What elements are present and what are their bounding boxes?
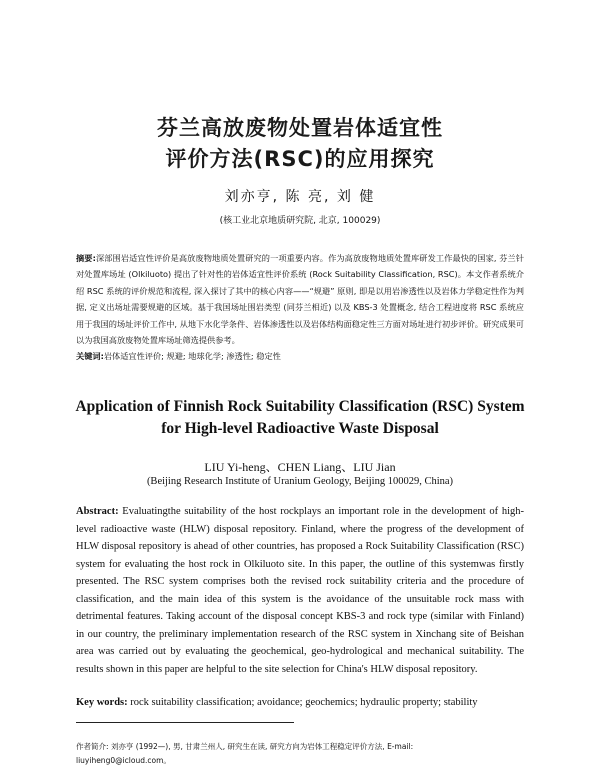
footnote-line-1: 作者简介: 刘亦亨 (1992—), 男, 甘肃兰州人, 研究生在读, 研究方向为岩体工程稳定评价方法, E-mail: [76,742,414,751]
chinese-abstract-text: 深部围岩适宜性评价是高放废物地质处置研究的一项重要内容。作为高放废物地质处置库研发工作最快的国家, 芬兰针对处置库场址 (Olkiluoto) 提出了针对性的岩体适宜性评价系统 (Rock Suitability Classification, RSC)。本文作者系统介绍 RSC 系统的评价规范和流程, 深入探讨了其中的核心内容——“规避” 原则, 即是以用岩渗透性以及岩体力学稳定性作为判据, 定义出场址需要规避的区域。基于我国场址围岩类型 (同芬兰相近) 以及 KBS-3 处置概念, 结合工程进度将 RSC 系统应用于我国的场址评价工作中, 从地下水化学条件、岩体渗透性以及岩体结构面稳定性三方面对场址进行初步评价。研究成果可以为我国高放废物处置库场址筛选提供参考。 [76,253,524,346]
english-abstract-text: Evaluatingthe suitability of the host rockplays an important role in the development of high-level radioactive waste (HLW) disposal repository. Finland, where the progress of the development of HLW disposal repository is ahead of other countries, has proposed a Rock Suitability Classification (RSC) system for evaluating the host rock in Olkiluoto site. In this paper, the outline of this systemwas firstly presented. The RSC system comprises both the revised rock suitability criteria and the procedure of classification, and the main idea of this system is the avoidance of the unsuitable rock mass with detrimental features. Taking account of the disposal concept KBS-3 and rock type (similar with Finland) in our country, the preliminary implementation research of the RSC system in Xinchang site of Beishan area was carried out by evaluating the geochemical, geo-hydrological and mechanical suitability. The results shown in this paper are helpful to the site selection for China's HLW disposal repository. [76,506,524,675]
chinese-keywords-text: 岩体适宜性评价; 规避; 地球化学; 渗透性; 稳定性 [103,351,281,362]
chinese-affiliation: (核工业北京地质研究院, 北京, 100029) [219,216,381,226]
english-affiliation: (Beijing Research Institute of Uranium Geology, Beijing 100029, China) [146,476,454,487]
chinese-title-line-2: 评价方法(RSC)的应用探究 [165,147,435,171]
chinese-keywords-label: 关键词: [76,351,104,362]
english-keywords [76,697,524,708]
chinese-abstract-label: 摘要: [76,253,96,263]
english-keywords-text: rock suitability classification; avoidance; geochemics; hydraulic property; stability [127,697,478,708]
footnote-divider [76,722,294,723]
english-title-line-2: for High-level Radioactive Waste Disposal [161,420,439,437]
english-keywords-label: Key words: [76,697,128,708]
english-abstract [76,503,524,678]
author-footnote [76,740,524,768]
chinese-title-line-1: 芬兰高放废物处置岩体适宜性 [157,116,443,140]
english-authors: LIU Yi-heng、CHEN Liang、LIU Jian [204,460,396,474]
footnote-line-2: liuyiheng0@icloud.com。 [76,756,171,765]
english-title-line-1: Application of Finnish Rock Suitability Classification (RSC) System [75,398,525,415]
english-abstract-label: Abstract: [76,506,119,517]
chinese-abstract [76,250,524,365]
chinese-authors: 刘亦亨, 陈 亮, 刘 健 [224,189,376,205]
